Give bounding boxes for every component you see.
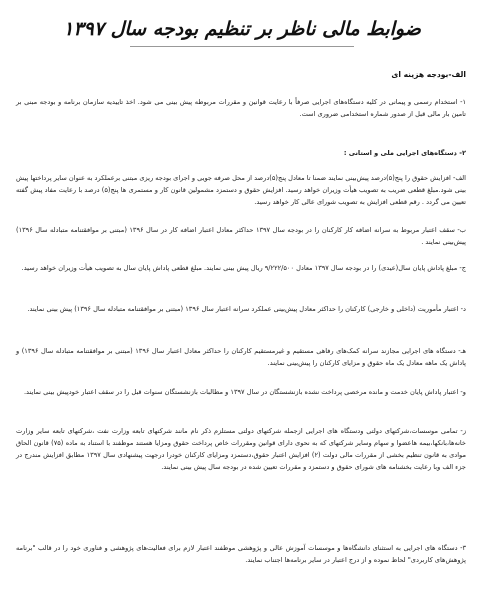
title-underline (130, 46, 354, 47)
paragraph-2e: هـ- دستگاه های اجرایی مجازند سرانه کمک‌های رفاهی مستقیم و غیرمستقیم کارکنان را حداکثر معادل اعتبار سال ۱۳۹۶ (مبتنی بر موافقتنامه متبادله سال ۱۳۹۶) و پاداش یک ماهه معادل یک ماه حقوق و مزایای کارکنان را پیش‌بینی نمایند. (16, 347, 466, 367)
paragraph-1: ۱- استخدام رسمی و پیمانی در کلیه دستگاه‌های اجرایی صرفاً با رعایت قوانین و مقررات مربوطه پیش بینی می شود. اخذ تاییدیه سازمان برنامه و بودجه مبنی بر تامین بار مالی قبل از صدور شماره استخدامی ضروری است. (16, 98, 466, 118)
paragraph-2d: د- اعتبار مأموریت (داخلی و خارجی) کارکنان را حداکثر معادل پیش‌بینی عملکرد سرانه اعتبار سال ۱۳۹۶ (مبتنی بر موافقتنامه متبادله سال ۱۳۹۶) پیش بینی نمایند. (27, 305, 466, 313)
paragraph-2a: الف- افزایش حقوق را پنج(۵)درصد پیش‌بینی نمایند ضمنا تا معادل پنج(۵)درصد از محل صرفه جویی و اجرای بودجه ریزی مبتنی برعملکرد به عنوان سایر پرداختها پیش بینی شود.مبلغ قطعی ضریب به تصویب هیأت وزیران خواهد رسید. افزایش حقوق و دستمزد مشمولین قانون کار و مستمری ها پنج(۵) درصد با رعایت مفاد پیش گفته تعیین می گردد . رقم قطعی افزایش به تصویب شورای عالی کار خواهد رسید. (16, 174, 467, 206)
paragraph-2g: ز- تمامی موسسات،شرکتهای دولتی ودستگاه های اجرایی ازجمله شرکتهای دولتی مستلزم ذکر نام مانند شرکتهای تابعه وزارت نفت ،شرکتهای تابعه سایر وزارت خانه‌ها،بانکها،بیمه هاعضوا و سهام وسایر شرکتهای که به نحوی دارای قوانین ومقررات خاص پرداخت حقوق ومزایا هستند موظفند با استناد به ماده (۷۵) قانون الحاق موادی به قانون تنظیم بخشی از مقررات مالی دولت (۲) افزایش اعتبار حقوق،دستمزد ومزایای کارکنان خودرا درجهت پیشنهادی سال ۱۳۹۷ مطابق افزایش مندرج در جزء الف وبا رعایت بخشنامه های شورای حقوق و دستمزد و مقررات تعیین شده در بودجه سال پیش بینی نمایند. (16, 427, 466, 471)
paragraph-2b: ب- سقف اعتبار مربوط به سرانه اضافه کار کارکنان را در بودجه سال ۱۳۹۷ حداکثر معادل اعتبار اضافه کار در سال ۱۳۹۶ (مبتنی بر موافقتنامه متبادله سال ۱۳۹۶) پیش‌بینی نمایند . (16, 226, 466, 246)
paragraph-2f: و- اعتبار پاداش پایان خدمت و مانده مرخصی پرداخت نشده بازنشستگان در سال ۱۳۹۷ و مطالبات بازنشستگان سنوات قبل را در سقف اعتبار خودپیش بینی نمایند. (23, 388, 466, 396)
document-title: ضوابط مالی ناظر بر تنظیم بودجه سال ۱۳۹۷ (63, 18, 421, 40)
paragraph-2c: ج- مبلغ پاداش پایان سال(عیدی) را در بودجه سال ۱۳۹۷ معادل ۹/۲۲۲/۵۰۰ ریال پیش بینی نمایند. مبلغ قطعی پاداش پایان سال به تصویب هیأت وزیران خواهد رسید. (21, 264, 466, 272)
paragraph-3: ۳- دستگاه های اجرایی به استثنای دانشگاه‌ها و موسسات آموزش عالی و پژوهشی موظفند اعتبار لازم برای فعالیت‌های پژوهشی و فناوری خود را در قالب "برنامه پژوهش‌های کاربردی" لحاظ نموده و از درج اعتبار در سایر برنامه‌ها اجتناب نمایند. (16, 544, 466, 564)
paragraph-2-heading: ۲- دستگاه‌های اجرایی ملی و استانی : (343, 149, 466, 157)
section-heading: الف-بودجه هزینه ای (391, 70, 466, 79)
